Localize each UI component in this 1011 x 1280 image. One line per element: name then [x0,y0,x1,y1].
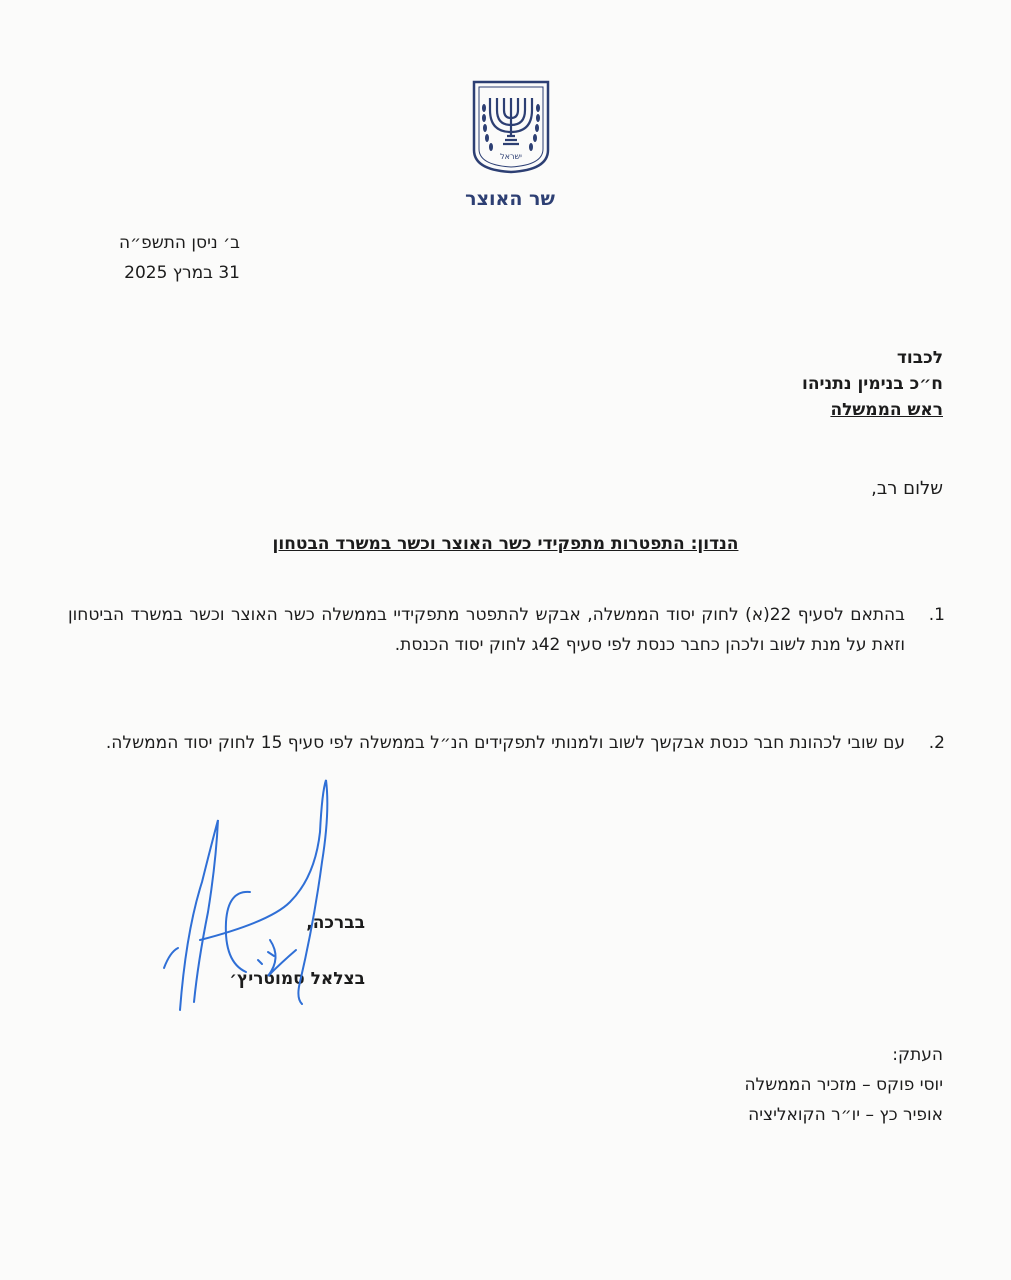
signer-name: בצלאל סמוטריץ׳ [229,969,365,989]
paragraph-number: 2. [928,733,945,753]
cc-label: העתק: [892,1045,943,1065]
addressee-role: ראש הממשלה [830,400,943,420]
paragraph-text: עם שובי לכהונת חבר כנסת אבקשך לשוב ולמנותי לתפקידים הנ״ל בממשלה לפי סעיף 15 לחוק יסוד הממשלה. [105,733,905,753]
cc-block [623,1040,943,1130]
greeting: שלום רב, [871,478,943,499]
state-emblem-icon [470,78,552,174]
subject-line: הנדון: התפטרות מתפקידי כשר האוצר וכשר במשרד הבטחון [272,534,739,554]
paragraph-2 [68,728,943,758]
office-title: שר האוצר [465,188,555,210]
paragraph-text: בהתאם לסעיף 22(א) לחוק יסוד הממשלה, אבקש להתפטר מתפקידיי בממשלה כשר האוצר וכשר במשרד הביטחון וזאת על מנת לשוב ולכהן כחבר כנסת לפי סעיף 42ג לחוק יסוד הכנסת. [68,605,905,655]
date-block [70,228,240,288]
signature-icon [150,772,370,1022]
paragraph-number: 1. [928,605,945,625]
addressee-block [643,345,943,423]
emblem-text: ישראל [500,152,522,161]
addressee-name: ח״כ בנימין נתניהו [802,374,943,394]
regards: בברכה, [306,913,365,933]
cc-recipient: אופיר כץ – יו״ר הקואליציה [748,1105,943,1125]
salutation: לכבוד [896,348,943,368]
gregorian-date: 31 במרץ 2025 [124,263,240,283]
hebrew-date: ב׳ ניסן התשפ״ה [119,233,240,253]
paragraph-1 [68,600,943,660]
cc-recipient: יוסי פוקס – מזכיר הממשלה [744,1075,943,1095]
